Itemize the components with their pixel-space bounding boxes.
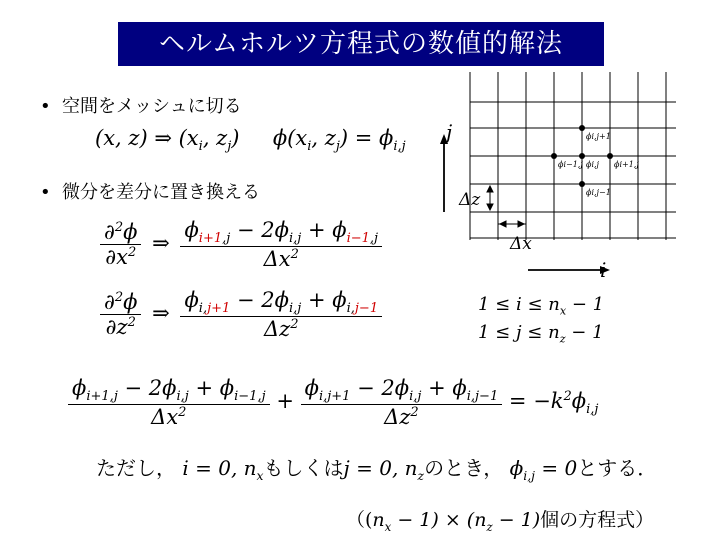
index-range-i: $1 \le i \le n_x - 1$ [478, 294, 605, 318]
point-iplus1-j [607, 153, 613, 159]
bullet-dot: • [40, 96, 51, 117]
bullet-dot: • [40, 182, 51, 203]
point-iminus1-j [551, 153, 557, 159]
index-range-j: $1 \le j \le n_z - 1$ [478, 322, 604, 346]
note-mid: もしくは [263, 456, 344, 480]
helmholtz-discrete-equation: $\frac{\phi_{i+1,j} - 2\phi_{i,j} + \phi_{i-1,j}}{\Delta x^2}$ + $\frac{\phi_{i,j+1} - 2\phi_{i,j} + \phi_{i,j-1}}{\Delta z^2}$ = $-k^2\phi_{i,j}$ [68, 376, 598, 429]
note-suffix: とする． [577, 456, 658, 480]
mapping-right: $\phi(x_i$, $z_j) = \phi_{i,j}$ [272, 126, 406, 155]
point-i-jminus1 [579, 181, 585, 187]
note-toki: のとき， [424, 456, 504, 480]
boundary-condition-note: ただし， i = 0, $n_x$もしくはj = 0, $n_z$のとき， $\phi_{i,j} = 0$とする． [96, 456, 658, 483]
label-top: ϕi,j+1 [586, 132, 611, 141]
j-axis-label: j [446, 120, 453, 144]
dz-label: Δz [459, 190, 481, 210]
bullet-difference-text: 微分を差分に置き換える [62, 182, 260, 203]
label-right: ϕi+1,j [614, 160, 639, 169]
point-i-j [579, 153, 585, 159]
mesh-mapping [95, 126, 406, 154]
slide-title: ヘルムホルツ方程式の数値的解法 [118, 22, 604, 66]
fd-x-equation: $\frac{\partial^2\phi}{\partial x^2}$ ⇒ $\frac{\phi_{i+1,j} - 2\phi_{i,j} + \phi_{i-1,j}}{\Delta x^2}$ [100, 218, 382, 271]
grid-lines [470, 72, 676, 240]
dx-label: Δx [510, 234, 532, 254]
label-bottom: ϕi,j−1 [586, 188, 611, 197]
bullet-mesh [40, 92, 242, 118]
i-arrow-head [600, 266, 610, 274]
point-i-jplus1 [579, 125, 585, 131]
j-arrow-head [440, 134, 448, 144]
label-left: ϕi−1,j [558, 160, 583, 169]
mesh-grid [440, 72, 680, 292]
fd-z-equation: $\frac{\partial^2\phi}{\partial z^2}$ ⇒ $\frac{\phi_{i,j+1} - 2\phi_{i,j} + \phi_{i,j-1}}{\Delta z^2}$ [100, 288, 382, 341]
bullet-difference [40, 178, 260, 204]
mapping-left: (x, z) ⇒ ($x_i$, $z_j$) [95, 126, 240, 155]
label-center: ϕi,j [586, 160, 600, 169]
spacing-markers [478, 184, 526, 227]
note-prefix: ただし， [96, 456, 176, 480]
count-tail: 個の方程式） [540, 509, 655, 531]
bullet-mesh-text: 空間をメッシュに切る [62, 96, 242, 117]
equation-count-note: （$(n_x - 1) \times (n_z - 1)$個の方程式） [346, 509, 655, 534]
